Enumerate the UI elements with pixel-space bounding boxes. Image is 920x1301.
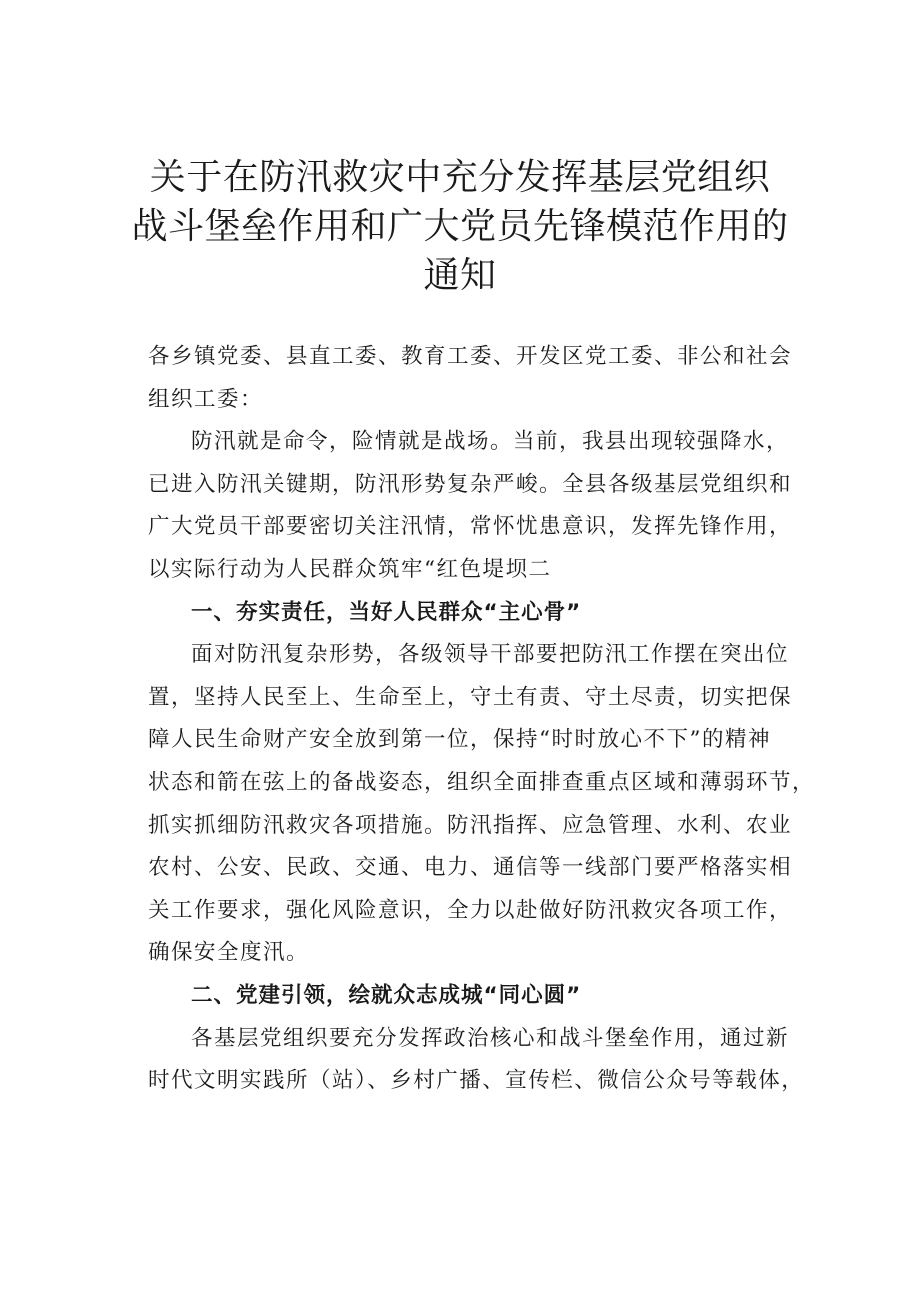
salutation — [148, 336, 808, 421]
paragraph-line: 关工作要求，强化风险意识，全力以赴做好防汛救灾各项工作， — [148, 897, 793, 923]
section-heading: 一、夯实责任，当好人民群众“主心骨” — [191, 599, 582, 625]
paragraph-line: 农村、公安、民政、交通、电力、通信等一线部门要严格落实相 — [148, 855, 793, 881]
title-line: 通知 — [423, 255, 497, 296]
paragraph-line: 面对防汛复杂形势，各级领导干部要把防汛工作摆在突出位 — [191, 642, 790, 668]
paragraph-line: 已进入防汛关键期，防汛形势复杂严峻。全县各级基层党组织和 — [148, 471, 793, 497]
paragraph-line: 障人民生命财产安全放到第一位，保持“时时放心不下”的精神 — [148, 727, 771, 753]
salutation-line: 组织工委： — [148, 386, 264, 412]
section-paragraph — [148, 634, 816, 975]
paragraph-line: 时代文明实践所（站）、乡村广播、宣传栏、微信公众号等载体， — [148, 1068, 805, 1094]
paragraph-line: 确保安全度汛。 — [148, 940, 310, 966]
section-paragraph — [148, 1018, 808, 1103]
title-line: 关于在防汛救灾中充分发挥基层党组织 — [149, 157, 771, 198]
paragraph-line: 各基层党组织要充分发挥政治核心和战斗堡垒作用，通过新 — [191, 1025, 790, 1051]
paragraph-line: 状态和箭在弦上的备战姿态，组织全面排查重点区域和薄弱环节， — [148, 769, 816, 795]
paragraph-line: 防汛就是命令，险情就是战场。当前，我县出现较强降水， — [191, 429, 790, 455]
paragraph-line: 以实际行动为人民群众筑牢“红色堤坝二 — [148, 556, 552, 582]
salutation-line: 各乡镇党委、县直工委、教育工委、开发区党工委、非公和社会 — [148, 344, 793, 369]
section-heading: 二、党建引领，绘就众志成城“同心圆” — [191, 982, 582, 1008]
paragraph-line: 抓实抓细防汛救灾各项措施。防汛指挥、应急管理、水利、农业 — [148, 812, 793, 838]
document-title — [100, 153, 820, 300]
paragraph-line: 置，坚持人民至上、生命至上，守土有责、守土尽责，切实把保 — [148, 684, 793, 710]
title-line: 战斗堡垒作用和广大党员先锋模范作用的 — [131, 206, 789, 247]
intro-paragraph — [148, 421, 808, 591]
document-body — [148, 336, 816, 1103]
paragraph-line: 广大党员干部要密切关注汛情，常怀忧患意识，发挥先锋作用， — [148, 514, 793, 540]
